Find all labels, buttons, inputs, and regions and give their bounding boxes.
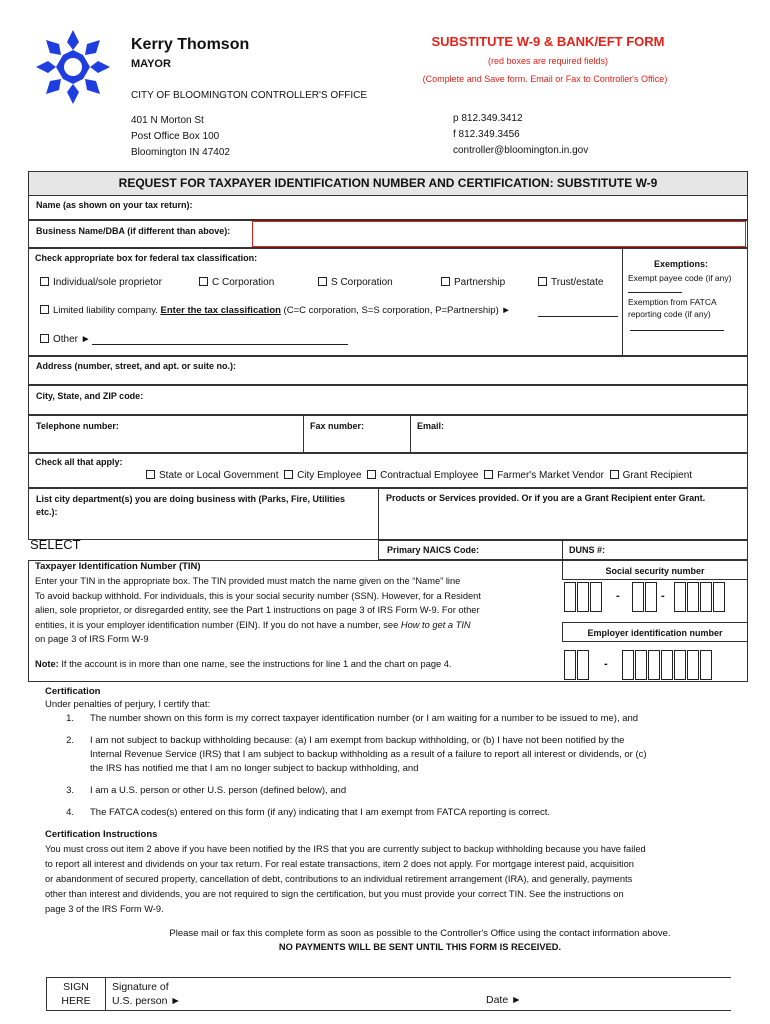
- option-llc[interactable]: Limited liability company. Enter the tax classification (C=C corporation, S=S corporation, P=Partnership) ►: [40, 305, 511, 316]
- certification-title: Certification: [45, 686, 101, 697]
- option-government[interactable]: State or Local Government: [146, 470, 279, 481]
- email-label: Email:: [417, 421, 445, 431]
- checkbox-icon[interactable]: [40, 305, 49, 314]
- option-trust[interactable]: Trust/estate: [538, 277, 603, 288]
- departments-label: List city department(s) you are doing business with (Parks, Fire, Utilities etc.):: [36, 494, 346, 517]
- cert-item-4: 4. The FATCA codes(s) entered on this form (if any) indicating that I am exempt from FATCA reporting is correct.: [66, 807, 551, 818]
- office-name: CITY OF BLOOMINGTON CONTROLLER'S OFFICE: [131, 90, 368, 101]
- mayor-name: Kerry Thomson: [131, 36, 250, 53]
- ein-digit-8[interactable]: [687, 650, 699, 680]
- checkbox-icon[interactable]: [146, 470, 155, 479]
- option-farmers-market[interactable]: Farmer's Market Vendor: [484, 470, 604, 481]
- phone-label: Telephone number:: [36, 421, 119, 431]
- option-other[interactable]: Other ►: [40, 334, 91, 345]
- checkbox-icon[interactable]: [284, 470, 293, 479]
- tin-note: Note: If the account is in more than one name, see the instructions for line 1 and the chart on page 4.: [35, 659, 452, 669]
- checkbox-icon[interactable]: [610, 470, 619, 479]
- form-title: SUBSTITUTE W-9 & BANK/EFT FORM: [431, 34, 665, 49]
- email-field[interactable]: [410, 415, 748, 453]
- tin-title: Taxpayer Identification Number (TIN): [35, 561, 201, 572]
- ssn-dash-2: -: [661, 590, 665, 602]
- city-logo: [34, 28, 112, 106]
- checkbox-icon[interactable]: [40, 277, 49, 286]
- ein-digit-9[interactable]: [700, 650, 712, 680]
- date-label: Date ►: [486, 994, 522, 1006]
- city-label: City, State, and ZIP code:: [36, 391, 144, 401]
- option-partnership[interactable]: Partnership: [441, 277, 505, 288]
- signature-field[interactable]: [105, 977, 731, 1011]
- business-name-label: Business Name/DBA (if different than above):: [36, 226, 231, 236]
- form-banner: REQUEST FOR TAXPAYER IDENTIFICATION NUMBER AND CERTIFICATION: SUBSTITUTE W-9: [28, 171, 748, 196]
- check-all-label: Check all that apply:: [35, 457, 123, 467]
- classification-label: Check appropriate box for federal tax classification:: [35, 253, 258, 263]
- required-note: (red boxes are required fields): [487, 56, 609, 66]
- exemptions-label: Exemptions:: [654, 259, 709, 269]
- instructions-text: You must cross out item 2 above if you have been notified by the IRS that you are currently subject to backup withholding because you have failed to report all interest and dividends on your tax return. For real estate transactions, item 2 does not apply. For mortgage interest paid, acquisition or abandonment of secured property, cancellation of debt, contributions to an individual retirement arrangement (IRA), and generally, payments other than interest and dividends, you are not required to sign the certification, but you must provide your correct TIN. See the instructions on page 3 of the IRS Form W-9.: [45, 844, 646, 914]
- ssn-dash-1: -: [616, 590, 620, 602]
- ssn-digit-5[interactable]: [645, 582, 657, 612]
- sign-here-box: SIGN HERE: [46, 977, 106, 1011]
- mail-note: Please mail or fax this complete form as soon as possible to the Controller's Office using the contact information above.: [169, 928, 671, 939]
- ein-digit-3[interactable]: [622, 650, 634, 680]
- office-contact: p 812.349.3412 f 812.349.3456 controller@bloomington.in.gov: [453, 113, 589, 156]
- checkbox-icon[interactable]: [318, 277, 327, 286]
- ein-digit-2[interactable]: [577, 650, 589, 680]
- office-address: 401 N Morton St Post Office Box 100 Bloomington IN 47402: [131, 115, 230, 158]
- ssn-digit-7[interactable]: [687, 582, 699, 612]
- ssn-input[interactable]: [564, 582, 724, 612]
- submit-note: (Complete and Save form. Email or Fax to Controller's Office): [422, 74, 668, 84]
- option-city-employee[interactable]: City Employee: [284, 470, 361, 481]
- certification-intro: Under penalties of perjury, I certify that:: [45, 699, 211, 710]
- checkbox-icon[interactable]: [484, 470, 493, 479]
- fatca-input[interactable]: [630, 320, 724, 331]
- department-select[interactable]: SELECT: [30, 537, 81, 552]
- ssn-label-box: Social security number: [562, 560, 748, 580]
- fatca-label: Exemption from FATCA reporting code (if any): [628, 297, 717, 319]
- city-field[interactable]: [28, 385, 748, 415]
- cert-item-2: 2. I am not subject to backup withholding because: (a) I am exempt from backup withholding, or (b) I have not been notified by the Internal Revenue Service (IRS) that I am subject to backup withholding as a result of a failure to report all interest or dividends, or (c) the IRS has notified me that I am no longer subject to backup withholding, and: [66, 735, 647, 774]
- option-contractual[interactable]: Contractual Employee: [367, 470, 478, 481]
- ssn-digit-6[interactable]: [674, 582, 686, 612]
- ein-digit-7[interactable]: [674, 650, 686, 680]
- fax-label: Fax number:: [310, 421, 365, 431]
- naics-label: Primary NAICS Code:: [387, 545, 480, 555]
- ssn-digit-9[interactable]: [713, 582, 725, 612]
- ssn-digit-1[interactable]: [564, 582, 576, 612]
- cert-item-3: 3. I am a U.S. person or other U.S. person (defined below), and: [66, 785, 347, 796]
- check-all-options: [146, 470, 692, 481]
- checkbox-icon[interactable]: [367, 470, 376, 479]
- checkbox-icon[interactable]: [538, 277, 547, 286]
- duns-label: DUNS #:: [569, 545, 606, 555]
- products-field[interactable]: [378, 488, 748, 540]
- no-payments-note: NO PAYMENTS WILL BE SENT UNTIL THIS FORM IS RECEIVED.: [278, 942, 562, 952]
- business-name-input[interactable]: [252, 221, 746, 247]
- mayor-title: MAYOR: [131, 58, 171, 70]
- ein-dash: -: [604, 658, 608, 670]
- llc-classification-input[interactable]: [538, 306, 618, 317]
- naics-field[interactable]: [378, 540, 563, 560]
- departments-field[interactable]: [28, 488, 379, 540]
- option-s-corp[interactable]: S Corporation: [318, 277, 393, 288]
- ein-label-box: Employer identification number: [562, 622, 748, 642]
- address-label: Address (number, street, and apt. or suite no.):: [36, 361, 237, 371]
- address-field[interactable]: [28, 356, 748, 385]
- option-individual[interactable]: Individual/sole proprietor: [40, 277, 162, 288]
- checkbox-icon[interactable]: [441, 277, 450, 286]
- products-label: Products or Services provided. Or if you are a Grant Recipient enter Grant.: [386, 493, 706, 503]
- exempt-payee-label: Exempt payee code (if any): [628, 272, 740, 296]
- ssn-digit-8[interactable]: [700, 582, 712, 612]
- ssn-digit-2[interactable]: [577, 582, 589, 612]
- option-c-corp[interactable]: C Corporation: [199, 277, 274, 288]
- checkbox-icon[interactable]: [199, 277, 208, 286]
- instructions-title: Certification Instructions: [45, 829, 158, 840]
- ein-digit-6[interactable]: [661, 650, 673, 680]
- phone-field[interactable]: [28, 415, 304, 453]
- ein-digit-4[interactable]: [635, 650, 647, 680]
- ein-digit-5[interactable]: [648, 650, 660, 680]
- ssn-digit-4[interactable]: [632, 582, 644, 612]
- ssn-digit-3[interactable]: [590, 582, 602, 612]
- option-grant[interactable]: Grant Recipient: [610, 470, 692, 481]
- cert-item-1: 1. The number shown on this form is my correct taxpayer identification number (or I am waiting for a number to be issued to me), and: [66, 713, 639, 724]
- duns-field[interactable]: [562, 540, 748, 560]
- name-field[interactable]: [28, 195, 748, 220]
- fax-field[interactable]: [303, 415, 411, 453]
- signature-label: Signature of U.S. person ►: [112, 981, 181, 1007]
- checkbox-icon[interactable]: [40, 334, 49, 343]
- ein-input[interactable]: [564, 650, 724, 680]
- name-label: Name (as shown on your tax return):: [36, 200, 193, 210]
- other-input[interactable]: [92, 334, 348, 345]
- ein-digit-1[interactable]: [564, 650, 576, 680]
- tin-instructions: Enter your TIN in the appropriate box. The TIN provided must match the name given on the “Name” line To avoid backup withhold. For individuals, this is your social security number (SSN). However, for a Resident alien, sole proprietor, or disregarded entity, see the Part 1 instructions on page 3 of IRS Form W-9. For other entities, it is your employer identification number (EIN). If you do not have a number, see How to get a TIN on page 3 of IRS Form W-9: [35, 576, 481, 644]
